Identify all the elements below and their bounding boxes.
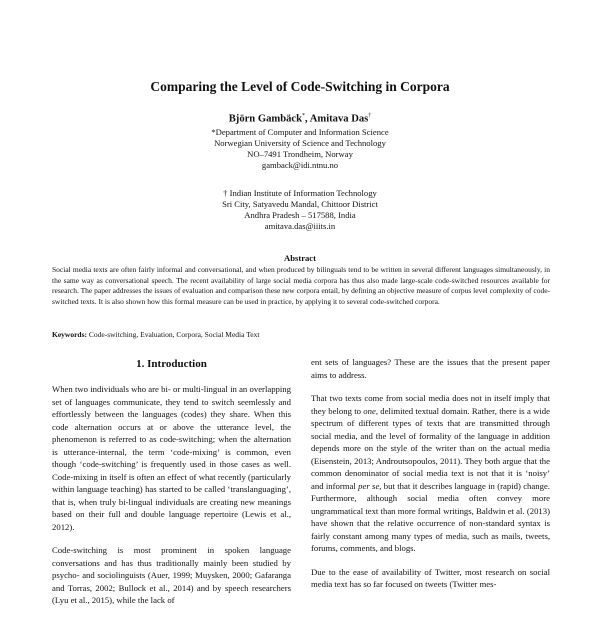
author-das: Amitava Das bbox=[309, 113, 369, 125]
affiliation-iiit-line3: Andhra Pradesh – 517588, India bbox=[244, 210, 356, 220]
keywords-text: Code-switching, Evaluation, Corpora, Social Media Text bbox=[87, 330, 260, 339]
keywords-line bbox=[52, 330, 550, 339]
left-column bbox=[52, 383, 291, 618]
affiliation-ntnu bbox=[0, 127, 600, 171]
paper-title: Comparing the Level of Code-Switching in Corpora bbox=[150, 79, 450, 94]
right-p2-part-b: , delimited textual domain. Rather, there is a wide spectrum of different types of texts that are transmitted through social media, and the level of formality of the language in addition depends more on the style of the writer than on the actual media (Eisenstein, 2013; Androutsopoulos, 2011). They both argue that the common denominator of social media text is not that it is ‘noisy’ and informal bbox=[311, 405, 551, 491]
affiliation-iiit bbox=[0, 188, 600, 232]
right-p2-part-a: That two texts come from social media does not in itself imply that they belong to bbox=[311, 393, 550, 416]
author-mark-2: † bbox=[368, 113, 372, 119]
affiliation-ntnu-line2: Norwegian University of Science and Technology bbox=[214, 138, 386, 148]
abstract-heading: Abstract bbox=[284, 253, 316, 263]
keywords-label: Keywords: bbox=[52, 330, 87, 339]
affiliation-ntnu-email[interactable]: gamback@idi.ntnu.no bbox=[261, 160, 339, 170]
right-p2-part-c: , but that it describes language in (rapid) change. Furthermore, although social media often convey more ungrammatical text than more formal writings, Baldwin et al. (2013) have shown that the relative occurrence of non-standard syntax is fairly constant among many types of media, such as mails, tweets, forums, comments, and blogs. bbox=[311, 480, 550, 553]
right-paragraph-1: ent sets of languages? These are the issues that the present paper aims to address. bbox=[311, 357, 550, 380]
affiliation-iiit-email[interactable]: amitava.das@iiits.in bbox=[264, 221, 336, 231]
affiliation-iiit-line1: † Indian Institute of Information Technology bbox=[223, 188, 377, 198]
affiliation-ntnu-line3: NO–7491 Trondheim, Norway bbox=[247, 149, 353, 159]
right-p2-emphasis-per-se: per se bbox=[358, 480, 380, 491]
author-gamback: Björn Gambäck bbox=[228, 113, 302, 125]
author-mark-1: * bbox=[302, 113, 305, 119]
section-heading-introduction: 1. Introduction bbox=[136, 358, 207, 370]
affiliation-ntnu-line1: *Department of Computer and Information Science bbox=[211, 127, 389, 137]
abstract-text: Social media texts are often fairly informal and conversational, and when produced by bilinguals tend to be written in several different languages simultaneously, in the same way as conversational speech. The recent availability of large social media corpora has thus also made large-scale code-switched resources available for research. The paper addresses the issues of evaluation and comparison these new corpora entail, by defining an objective measure of corpus level complexity of code-switched texts. It is also shown how this formal measure can be used in practice, by applying it to several code-switched corpora. bbox=[52, 265, 551, 306]
affiliation-iiit-line2: Sri City, Satyavedu Mandal, Chittoor District bbox=[222, 199, 378, 209]
right-paragraph-3: Due to the ease of availability of Twitter, most research on social media text has so far focused on tweets (Twitter mes- bbox=[311, 566, 550, 589]
right-p2-emphasis-one: one bbox=[363, 405, 376, 416]
intro-paragraph-1: When two individuals who are bi- or multi-lingual in an overlapping set of languages communicate, they tend to switch seemlessly and effortlessly between the languages (codes) they share. When this code alternation occurs at or above the utterance level, the phenomenon is referred to as code-switching; when the alternation is utterance-internal, the term ‘code-mixing’ is common, even though ‘code-switching’ is frequently used in those cases as well. Code-mixing in itself is often an effect of what recently (particularly within language teaching) has started to be called ‘translanguaging’, that is, when truly bi-lingual individuals are creating new meanings based on their full and double language repertoire (Lewis et al., 2012). bbox=[52, 384, 291, 532]
intro-paragraph-2: Code-switching is most prominent in spoken language conversations and has thus traditionally mainly been studied by psycho- and sociolinguists (Auer, 1999; Muysken, 2000; Gafaranga and Torras, 2002; Bullock et al., 2014) and by speech researchers (Lyu et al., 2015), while the lack of bbox=[52, 545, 291, 605]
author-separator: , bbox=[305, 113, 310, 125]
right-column bbox=[311, 356, 550, 602]
author-line bbox=[0, 113, 600, 125]
right-paragraph-2 bbox=[311, 392, 550, 555]
